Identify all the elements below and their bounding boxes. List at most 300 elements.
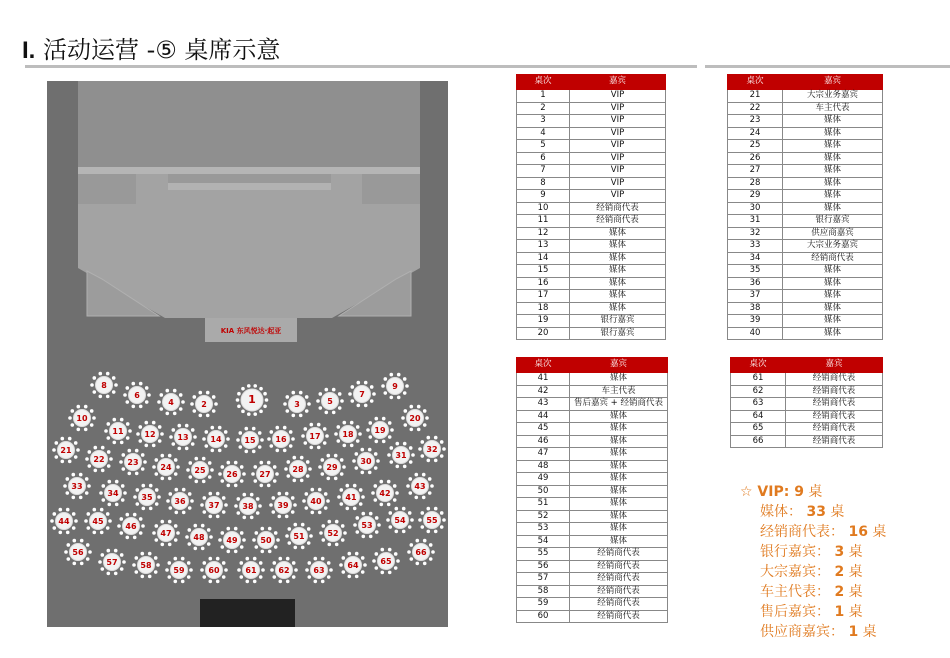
seating-table-21-40 (727, 74, 883, 340)
chair (324, 388, 328, 392)
chair (185, 535, 189, 539)
chair (263, 392, 267, 396)
chair (374, 440, 378, 444)
chair (265, 398, 269, 402)
chair (72, 539, 76, 543)
table-number-cell: 55 (517, 548, 570, 561)
round-table-41 (337, 484, 365, 510)
divider (705, 65, 950, 68)
guest-cell: 媒体 (783, 190, 883, 203)
chair (434, 436, 438, 440)
chair (286, 557, 290, 561)
chair (100, 508, 104, 512)
chair (268, 527, 272, 531)
table-number-cell: 14 (517, 252, 570, 265)
chair (133, 513, 137, 517)
round-table-61 (237, 557, 265, 583)
chair (389, 373, 393, 377)
table-row (517, 290, 666, 303)
chair (193, 524, 197, 528)
guest-cell: 媒体 (570, 277, 666, 290)
chair (242, 493, 246, 497)
chair (409, 557, 413, 561)
table-number: 51 (293, 532, 305, 541)
chair (410, 518, 414, 522)
chair (144, 444, 148, 448)
chair (100, 531, 104, 535)
table-number-cell: 61 (731, 373, 786, 386)
chair (84, 405, 88, 409)
chair (114, 383, 118, 387)
chair (90, 409, 94, 413)
chair (123, 491, 127, 495)
table-number: 29 (326, 463, 338, 472)
summary-label: 供应商嘉宾： (760, 624, 849, 640)
chair (177, 447, 181, 451)
chair (106, 436, 110, 440)
chair (338, 392, 342, 396)
chair (181, 557, 185, 561)
chair (119, 531, 123, 535)
table-number-cell: 36 (728, 277, 783, 290)
chair (426, 436, 430, 440)
chair (340, 472, 344, 476)
guest-cell: 媒体 (783, 152, 883, 165)
chair (353, 484, 357, 488)
chair (276, 538, 280, 542)
chair (411, 453, 415, 457)
stage-side-block (362, 174, 420, 204)
chair (259, 387, 263, 391)
table-number: 44 (58, 517, 70, 526)
seating-table-61-66 (730, 357, 883, 448)
table-row (728, 165, 883, 178)
column-header: 嘉宾 (570, 358, 668, 373)
round-table-35 (133, 484, 161, 510)
chair (299, 391, 303, 395)
chair (125, 536, 129, 540)
chair (240, 465, 244, 469)
chair (173, 557, 177, 561)
chair (345, 484, 349, 488)
chair (291, 414, 295, 418)
chair (318, 511, 322, 515)
chair (341, 556, 345, 560)
stage-lectern-front (168, 183, 331, 190)
chair (107, 450, 111, 454)
chair (341, 538, 345, 542)
chair (119, 460, 123, 464)
chair (68, 416, 72, 420)
chair (286, 580, 290, 584)
chair (389, 460, 393, 464)
table-row (731, 398, 883, 411)
chair (202, 437, 206, 441)
table-number-cell: 57 (517, 573, 570, 586)
chair (65, 477, 69, 481)
chair (285, 395, 289, 399)
table-number: 11 (112, 427, 124, 436)
chair (158, 439, 162, 443)
table-number: 24 (160, 463, 172, 472)
chair (395, 442, 399, 446)
chair (240, 531, 244, 535)
chair (307, 527, 311, 531)
chair (256, 511, 260, 515)
round-table-10 (68, 405, 96, 431)
chair (274, 531, 278, 535)
column-header: 桌次 (517, 75, 570, 90)
chair (85, 477, 89, 481)
chair (193, 435, 197, 439)
table-number: 58 (140, 561, 152, 570)
summary-line (740, 622, 886, 642)
chair (166, 499, 170, 503)
chair (222, 575, 226, 579)
chair (403, 391, 407, 395)
chair (145, 386, 149, 390)
table-number: 53 (361, 521, 373, 530)
chair (356, 439, 360, 443)
chair (409, 428, 413, 432)
table-number: 66 (415, 548, 427, 557)
chair (425, 416, 429, 420)
chair (148, 552, 152, 556)
chair (86, 557, 90, 561)
chair (428, 477, 432, 481)
chair (185, 447, 189, 451)
seating-table-41-60 (516, 357, 668, 623)
table-number: 5 (327, 397, 333, 406)
chair (74, 441, 78, 445)
table-number-cell: 33 (728, 240, 783, 253)
table-number-cell: 42 (517, 385, 570, 398)
guest-cell: 经销商代表 (783, 252, 883, 265)
chair (339, 488, 343, 492)
chair (160, 432, 164, 436)
chair (253, 465, 257, 469)
chair (269, 444, 273, 448)
round-table-8 (90, 372, 118, 398)
chair (292, 456, 296, 460)
chair (405, 384, 409, 388)
chair (50, 519, 54, 523)
table-number: 32 (426, 445, 438, 454)
chair (171, 442, 175, 446)
chair (361, 570, 365, 574)
table-number-cell: 29 (728, 190, 783, 203)
chair (99, 491, 103, 495)
chair (368, 448, 372, 452)
guest-cell: 媒体 (570, 240, 666, 253)
chair (191, 442, 195, 446)
chair (74, 519, 78, 523)
chair (65, 491, 69, 495)
chair (307, 575, 311, 579)
table-number: 7 (359, 390, 365, 399)
chair (320, 472, 324, 476)
table-row (517, 127, 666, 140)
table-number: 15 (244, 436, 256, 445)
table-number-cell: 17 (517, 290, 570, 303)
guest-cell: 大宗业务嘉宾 (783, 90, 883, 103)
chair (68, 437, 72, 441)
summary-unit: 桌 (858, 624, 877, 640)
chair (347, 575, 351, 579)
chair (52, 512, 56, 516)
table-number-cell: 10 (517, 202, 570, 215)
chair (430, 484, 434, 488)
chair (152, 531, 156, 535)
guest-cell: 银行嘉宾 (570, 327, 666, 340)
summary-unit: 桌 (844, 604, 863, 620)
chair (305, 409, 309, 413)
chair (234, 461, 238, 465)
chair (177, 424, 181, 428)
chair (407, 550, 411, 554)
table-row (517, 152, 666, 165)
chair (358, 432, 362, 436)
chair (152, 421, 156, 425)
table-number-cell: 19 (517, 315, 570, 328)
round-table-62 (270, 557, 298, 583)
venue-floor-plan (47, 81, 448, 627)
chair (409, 405, 413, 409)
chair (374, 452, 378, 456)
chair (54, 455, 58, 459)
chair (383, 391, 387, 395)
chair (140, 575, 144, 579)
seating-table-1-20 (516, 74, 666, 340)
table-number: 16 (275, 435, 287, 444)
chair (423, 539, 427, 543)
chair (394, 552, 398, 556)
chair (292, 575, 296, 579)
chair (86, 512, 90, 516)
chair (293, 503, 297, 507)
chair (396, 559, 400, 563)
chair (54, 441, 58, 445)
guest-cell: 供应商嘉宾 (783, 227, 883, 240)
stage-side-block (78, 174, 136, 204)
chair (368, 421, 372, 425)
chair (226, 550, 230, 554)
chair (339, 563, 343, 567)
summary-label: 大宗嘉宾： (760, 564, 835, 580)
chair (373, 484, 377, 488)
summary-count: 9 (794, 484, 804, 500)
table-number-cell: 59 (517, 598, 570, 611)
table-number: 13 (177, 433, 189, 442)
chair (101, 498, 105, 502)
guest-cell: 媒体 (570, 373, 668, 386)
table-number: 65 (380, 557, 392, 566)
table-number-cell: 5 (517, 140, 570, 153)
chair (237, 404, 241, 408)
guest-cell: 媒体 (570, 302, 666, 315)
table-number-cell: 15 (517, 265, 570, 278)
chair (119, 517, 123, 521)
chair (120, 553, 124, 557)
table-number: 52 (327, 529, 339, 538)
chair (188, 475, 192, 479)
chair (272, 575, 276, 579)
round-table-9 (381, 373, 409, 399)
table-number: 43 (414, 482, 426, 491)
chair (187, 561, 191, 565)
chair (247, 384, 251, 388)
chair (369, 512, 373, 516)
round-table-46 (117, 513, 145, 539)
round-table-53 (353, 512, 381, 538)
chair (303, 427, 307, 431)
chair (428, 491, 432, 495)
summary-count: 2 (834, 584, 845, 600)
table-row (728, 177, 883, 190)
chair (388, 571, 392, 575)
chair (253, 412, 257, 416)
chair (301, 546, 305, 550)
chair (98, 395, 102, 399)
chair (121, 498, 125, 502)
table-number: 41 (345, 493, 357, 502)
chair (408, 491, 412, 495)
chair (127, 449, 131, 453)
round-table-48 (185, 524, 213, 550)
chair (395, 491, 399, 495)
chair (380, 571, 384, 575)
chair (277, 515, 281, 519)
chair (304, 492, 308, 496)
chair (408, 511, 412, 515)
table-number-cell: 60 (517, 610, 570, 623)
chair (242, 472, 246, 476)
round-table-28 (284, 456, 312, 482)
chair (158, 425, 162, 429)
column-header: 桌次 (731, 358, 786, 373)
round-table-15 (236, 427, 264, 453)
chair (70, 423, 74, 427)
chair (247, 412, 251, 416)
chair (194, 457, 198, 461)
chair (397, 396, 401, 400)
round-table-42 (371, 480, 399, 506)
guest-cell: 媒体 (783, 302, 883, 315)
round-table-56 (64, 539, 92, 565)
chair (415, 562, 419, 566)
round-table-44 (50, 508, 78, 534)
guest-cell: VIP (570, 140, 666, 153)
table-row (517, 177, 666, 190)
round-table-31 (387, 442, 415, 468)
chair (220, 545, 224, 549)
chair (426, 530, 430, 534)
chair (442, 518, 446, 522)
guest-cell: 媒体 (570, 485, 668, 498)
chair (92, 416, 96, 420)
round-table-12 (136, 421, 164, 447)
chair (304, 506, 308, 510)
chair (208, 557, 212, 561)
chair (159, 407, 163, 411)
chair (292, 479, 296, 483)
chair (109, 457, 113, 461)
chair (244, 427, 248, 431)
chair (342, 421, 346, 425)
chair (106, 512, 110, 516)
chair (154, 472, 158, 476)
chair (138, 425, 142, 429)
table-number: 48 (193, 533, 205, 542)
round-table-55 (418, 507, 446, 533)
chair (107, 464, 111, 468)
chair (106, 395, 110, 399)
chair (241, 387, 245, 391)
chair (374, 417, 378, 421)
chair (238, 445, 242, 449)
table-number-cell: 41 (517, 373, 570, 386)
round-table-26 (218, 461, 246, 487)
chair (208, 492, 212, 496)
table-number-cell: 37 (728, 290, 783, 303)
chair (125, 513, 129, 517)
chair (87, 464, 91, 468)
chair (250, 516, 254, 520)
divider (25, 65, 697, 68)
chair (352, 459, 356, 463)
chair (286, 460, 290, 464)
chair (380, 548, 384, 552)
guest-cell: 售后嘉宾 + 经销商代表 (570, 398, 668, 411)
chair (370, 399, 374, 403)
guest-cell: 媒体 (783, 265, 883, 278)
table-number-cell: 65 (731, 423, 786, 436)
round-table-5 (316, 388, 344, 414)
chair (263, 404, 267, 408)
chair (147, 393, 151, 397)
chair (149, 484, 153, 488)
summary-unit: 桌 (844, 564, 863, 580)
chair (267, 437, 271, 441)
chair (310, 488, 314, 492)
chair (58, 508, 62, 512)
guest-cell: 经销商代表 (570, 215, 666, 228)
chair (122, 560, 126, 564)
table-row (517, 460, 668, 473)
table-number-cell: 8 (517, 177, 570, 190)
seating-area (50, 372, 446, 583)
chair (216, 492, 220, 496)
round-table-39 (269, 492, 297, 518)
chair (66, 543, 70, 547)
chair (141, 484, 145, 488)
chair (403, 409, 407, 413)
chair (76, 448, 80, 452)
table-number: 63 (313, 566, 325, 575)
chair (254, 531, 258, 535)
chair (226, 461, 230, 465)
chair (92, 376, 96, 380)
chair (271, 496, 275, 500)
chair (174, 524, 178, 528)
chair (176, 465, 180, 469)
round-table-51 (285, 523, 313, 549)
chair (241, 410, 245, 414)
chair (154, 524, 158, 528)
chair (259, 575, 263, 579)
guest-cell: VIP (570, 190, 666, 203)
guest-cell: 媒体 (570, 448, 668, 461)
